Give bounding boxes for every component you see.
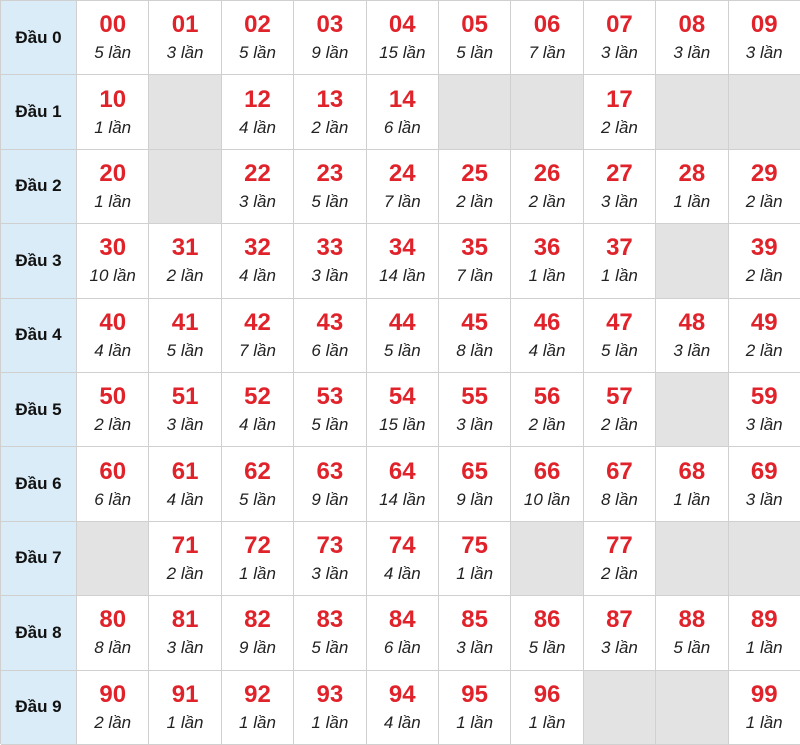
lottery-number: 75: [461, 531, 488, 559]
row-header: Đầu 6: [1, 447, 77, 521]
number-cell: [584, 299, 656, 373]
empty-cell: [439, 75, 511, 149]
number-cell: [439, 596, 511, 670]
frequency-count: 14 lần: [379, 489, 426, 509]
frequency-count: 5 lần: [383, 340, 421, 360]
number-cell: [656, 150, 728, 224]
frequency-count: 5 lần: [600, 340, 638, 360]
lottery-number: 74: [388, 531, 416, 559]
number-cell: [584, 522, 656, 596]
lottery-number: 89: [750, 606, 778, 634]
row-header: Đầu 7: [1, 522, 77, 596]
frequency-count: 6 lần: [311, 340, 349, 360]
lottery-number: 77: [606, 531, 633, 559]
number-cell: [77, 299, 149, 373]
lottery-number: 91: [171, 680, 199, 708]
lottery-number: 48: [678, 308, 706, 336]
number-cell: [729, 596, 800, 670]
lottery-number: 24: [388, 159, 416, 187]
number-cell: [294, 522, 366, 596]
lottery-number: 44: [388, 308, 416, 336]
lottery-number: 69: [750, 457, 778, 485]
empty-cell: [729, 75, 800, 149]
number-cell: [77, 150, 149, 224]
number-cell: [294, 596, 366, 670]
number-cell: [511, 299, 583, 373]
number-cell: [222, 299, 294, 373]
lottery-number: 01: [171, 11, 199, 39]
row-header: Đầu 8: [1, 596, 77, 670]
lottery-number: 22: [244, 159, 271, 187]
frequency-count: 1 lần: [600, 266, 638, 286]
number-cell: [294, 447, 366, 521]
frequency-count: 9 lần: [456, 489, 494, 509]
frequency-count: 5 lần: [673, 638, 711, 658]
frequency-count: 4 lần: [239, 415, 276, 435]
number-cell: [439, 671, 511, 745]
lottery-number: 13: [316, 85, 344, 113]
lottery-number: 08: [678, 11, 706, 39]
frequency-count: 7 lần: [383, 191, 421, 211]
number-cell: [294, 150, 366, 224]
empty-cell: [656, 671, 728, 745]
frequency-count: 5 lần: [94, 43, 132, 63]
lottery-number: 10: [99, 85, 127, 113]
lottery-number: 41: [171, 308, 199, 336]
number-cell: [149, 299, 221, 373]
frequency-count: 1 lần: [94, 117, 132, 137]
frequency-count: 3 lần: [311, 563, 349, 583]
lottery-number: 85: [461, 606, 488, 634]
frequency-count: 5 lần: [311, 415, 349, 435]
number-cell: [511, 373, 583, 447]
number-cell: [584, 596, 656, 670]
frequency-count: 1 lần: [528, 712, 566, 732]
lottery-number: 42: [244, 308, 271, 336]
lottery-number: 06: [533, 11, 561, 39]
number-cell: [729, 150, 800, 224]
lottery-number: 64: [388, 457, 416, 485]
number-cell: [294, 75, 366, 149]
lottery-number: 53: [316, 383, 344, 411]
lottery-number: 59: [750, 383, 778, 411]
lottery-number: 55: [461, 383, 488, 411]
number-cell: [222, 1, 294, 75]
empty-cell: [511, 522, 583, 596]
frequency-count: 1 lần: [94, 191, 132, 211]
lottery-number: 47: [606, 308, 633, 336]
lottery-number: 33: [316, 234, 344, 262]
lottery-number: 87: [606, 606, 633, 634]
number-cell: [149, 522, 221, 596]
number-cell: [367, 1, 439, 75]
lottery-number: 35: [461, 234, 488, 262]
lottery-number: 72: [244, 531, 271, 559]
frequency-count: 3 lần: [745, 415, 783, 435]
frequency-count: 6 lần: [383, 117, 421, 137]
frequency-count: 2 lần: [745, 191, 783, 211]
row-header: Đầu 0: [1, 1, 77, 75]
number-cell: [511, 671, 583, 745]
frequency-count: 1 lần: [745, 712, 783, 732]
number-cell: [222, 447, 294, 521]
number-cell: [584, 447, 656, 521]
number-cell: [222, 596, 294, 670]
lottery-number: 51: [171, 383, 199, 411]
empty-cell: [149, 150, 221, 224]
empty-cell: [656, 75, 728, 149]
lottery-number: 34: [388, 234, 416, 262]
number-cell: [439, 299, 511, 373]
frequency-count: 6 lần: [383, 638, 421, 658]
lottery-number: 14: [388, 85, 416, 113]
lottery-number: 99: [750, 680, 778, 708]
frequency-count: 5 lần: [528, 638, 566, 658]
frequency-count: 2 lần: [456, 191, 494, 211]
number-cell: [656, 1, 728, 75]
number-cell: [439, 150, 511, 224]
lottery-number: 03: [316, 11, 344, 39]
lottery-number: 50: [99, 383, 127, 411]
lottery-number: 63: [316, 457, 344, 485]
frequency-count: 4 lần: [383, 712, 421, 732]
lottery-number: 86: [533, 606, 561, 634]
frequency-count: 10 lần: [523, 489, 571, 509]
frequency-count: 1 lần: [166, 712, 204, 732]
lottery-number: 54: [388, 383, 416, 411]
lottery-number: 37: [606, 234, 633, 262]
frequency-count: 3 lần: [239, 191, 276, 211]
lottery-number: 81: [171, 606, 199, 634]
frequency-count: 3 lần: [673, 43, 711, 63]
number-cell: [294, 671, 366, 745]
frequency-count: 3 lần: [166, 638, 204, 658]
number-cell: [367, 447, 439, 521]
lottery-number: 49: [750, 308, 778, 336]
lottery-number: 83: [316, 606, 344, 634]
frequency-count: 14 lần: [379, 266, 426, 286]
frequency-count: 4 lần: [166, 489, 204, 509]
number-cell: [656, 299, 728, 373]
lottery-number: 61: [171, 457, 199, 485]
frequency-count: 1 lần: [239, 712, 276, 732]
row-header: Đầu 3: [1, 224, 77, 298]
lottery-number: 40: [99, 308, 127, 336]
frequency-count: 3 lần: [456, 638, 494, 658]
lottery-number: 68: [678, 457, 706, 485]
lottery-number: 90: [99, 680, 127, 708]
number-cell: [656, 596, 728, 670]
number-cell: [77, 596, 149, 670]
frequency-count: 3 lần: [600, 638, 638, 658]
frequency-count: 1 lần: [673, 489, 711, 509]
number-cell: [294, 373, 366, 447]
lottery-number: 12: [244, 85, 271, 113]
frequency-count: 10 lần: [89, 266, 136, 286]
lottery-number: 46: [533, 308, 561, 336]
frequency-count: 3 lần: [600, 43, 638, 63]
number-cell: [294, 224, 366, 298]
number-cell: [222, 150, 294, 224]
frequency-count: 2 lần: [528, 415, 566, 435]
number-cell: [511, 447, 583, 521]
lottery-number: 65: [461, 457, 488, 485]
number-cell: [439, 522, 511, 596]
number-cell: [656, 447, 728, 521]
lottery-number: 88: [678, 606, 706, 634]
lottery-number: 09: [750, 11, 778, 39]
frequency-count: 2 lần: [745, 266, 783, 286]
row-header: Đầu 5: [1, 373, 77, 447]
number-cell: [439, 373, 511, 447]
frequency-count: 4 lần: [94, 340, 132, 360]
frequency-count: 3 lần: [745, 43, 783, 63]
lottery-number: 96: [533, 680, 561, 708]
lottery-number: 02: [244, 11, 271, 39]
frequency-count: 5 lần: [239, 43, 276, 63]
number-cell: [367, 150, 439, 224]
number-cell: [729, 224, 800, 298]
frequency-count: 2 lần: [528, 191, 566, 211]
row-header: Đầu 2: [1, 150, 77, 224]
lottery-number: 82: [244, 606, 271, 634]
lottery-number: 29: [750, 159, 778, 187]
number-cell: [439, 1, 511, 75]
frequency-count: 5 lần: [166, 340, 204, 360]
number-cell: [511, 224, 583, 298]
frequency-count: 2 lần: [166, 266, 204, 286]
lottery-number: 80: [99, 606, 127, 634]
lottery-number: 84: [388, 606, 416, 634]
frequency-count: 15 lần: [379, 43, 426, 63]
lottery-number: 20: [99, 159, 127, 187]
number-cell: [367, 224, 439, 298]
number-cell: [367, 373, 439, 447]
frequency-count: 5 lần: [239, 489, 276, 509]
empty-cell: [729, 522, 800, 596]
frequency-count: 3 lần: [600, 191, 638, 211]
frequency-count: 2 lần: [94, 712, 132, 732]
lottery-number: 26: [533, 159, 561, 187]
number-cell: [439, 224, 511, 298]
lottery-number: 17: [606, 85, 633, 113]
number-cell: [222, 671, 294, 745]
number-cell: [367, 299, 439, 373]
frequency-count: 1 lần: [311, 712, 349, 732]
frequency-count: 1 lần: [673, 191, 711, 211]
number-cell: [149, 671, 221, 745]
frequency-count: 9 lần: [311, 489, 349, 509]
frequency-count: 4 lần: [528, 340, 566, 360]
frequency-count: 3 lần: [311, 266, 349, 286]
lottery-number: 95: [461, 680, 488, 708]
lottery-number: 27: [606, 159, 633, 187]
number-cell: [77, 671, 149, 745]
frequency-count: 5 lần: [456, 43, 494, 63]
lottery-number: 31: [171, 234, 199, 262]
frequency-count: 1 lần: [239, 563, 276, 583]
number-cell: [77, 224, 149, 298]
number-cell: [439, 447, 511, 521]
frequency-count: 7 lần: [456, 266, 494, 286]
lottery-number: 32: [244, 234, 271, 262]
number-cell: [367, 671, 439, 745]
empty-cell: [149, 75, 221, 149]
number-cell: [367, 596, 439, 670]
lottery-number: 45: [461, 308, 488, 336]
frequency-count: 3 lần: [673, 340, 711, 360]
lottery-number: 94: [388, 680, 416, 708]
frequency-count: 2 lần: [600, 563, 638, 583]
frequency-count: 4 lần: [239, 117, 276, 137]
frequency-count: 2 lần: [600, 415, 638, 435]
frequency-count: 2 lần: [745, 340, 783, 360]
row-header: Đầu 9: [1, 671, 77, 745]
lottery-number: 73: [316, 531, 344, 559]
lottery-number: 39: [750, 234, 778, 262]
lottery-number: 67: [606, 457, 633, 485]
number-cell: [367, 75, 439, 149]
lottery-number: 23: [316, 159, 344, 187]
lottery-number: 66: [533, 457, 561, 485]
number-cell: [511, 596, 583, 670]
number-cell: [584, 224, 656, 298]
number-cell: [294, 299, 366, 373]
lottery-number: 92: [244, 680, 271, 708]
frequency-count: 7 lần: [528, 43, 566, 63]
frequency-count: 5 lần: [311, 638, 349, 658]
lottery-number: 04: [388, 11, 416, 39]
frequency-count: 8 lần: [600, 489, 638, 509]
frequency-count: 2 lần: [166, 563, 204, 583]
lottery-number: 30: [99, 234, 127, 262]
number-cell: [584, 1, 656, 75]
lottery-number: 71: [171, 531, 199, 559]
frequency-count: 15 lần: [379, 415, 426, 435]
frequency-count: 2 lần: [94, 415, 132, 435]
lottery-number: 57: [606, 383, 633, 411]
frequency-count: 1 lần: [456, 712, 494, 732]
lottery-number: 25: [461, 159, 488, 187]
lottery-number: 43: [316, 308, 344, 336]
lottery-number: 62: [244, 457, 271, 485]
empty-cell: [656, 522, 728, 596]
number-cell: [294, 1, 366, 75]
empty-cell: [511, 75, 583, 149]
number-cell: [149, 447, 221, 521]
lottery-number: 28: [678, 159, 706, 187]
number-cell: [77, 373, 149, 447]
number-cell: [367, 522, 439, 596]
number-cell: [149, 596, 221, 670]
number-cell: [149, 373, 221, 447]
frequency-count: 3 lần: [166, 43, 204, 63]
row-header: Đầu 4: [1, 299, 77, 373]
lottery-number: 52: [244, 383, 271, 411]
frequency-count: 7 lần: [239, 340, 276, 360]
number-cell: [584, 75, 656, 149]
number-cell: [222, 224, 294, 298]
lottery-number: 60: [99, 457, 127, 485]
frequency-count: 8 lần: [456, 340, 494, 360]
lottery-number: 05: [461, 11, 488, 39]
empty-cell: [656, 373, 728, 447]
lottery-number: 56: [533, 383, 561, 411]
lottery-number: 36: [533, 234, 561, 262]
number-cell: [222, 373, 294, 447]
frequency-count: 3 lần: [745, 489, 783, 509]
number-cell: [149, 1, 221, 75]
empty-cell: [584, 671, 656, 745]
empty-cell: [77, 522, 149, 596]
frequency-count: 2 lần: [600, 117, 638, 137]
number-cell: [149, 224, 221, 298]
frequency-count: 6 lần: [94, 489, 132, 509]
number-cell: [77, 1, 149, 75]
frequency-count: 4 lần: [383, 563, 421, 583]
frequency-count: 1 lần: [745, 638, 783, 658]
number-cell: [222, 522, 294, 596]
number-cell: [511, 1, 583, 75]
frequency-count: 8 lần: [94, 638, 132, 658]
number-cell: [77, 447, 149, 521]
empty-cell: [656, 224, 728, 298]
number-cell: [584, 373, 656, 447]
frequency-count: 3 lần: [456, 415, 494, 435]
number-cell: [729, 299, 800, 373]
lottery-number: 93: [316, 680, 344, 708]
frequency-count: 9 lần: [239, 638, 276, 658]
number-cell: [729, 447, 800, 521]
number-cell: [511, 150, 583, 224]
frequency-count: 5 lần: [311, 191, 349, 211]
number-cell: [222, 75, 294, 149]
number-cell: [729, 373, 800, 447]
number-cell: [729, 671, 800, 745]
frequency-count: 3 lần: [166, 415, 204, 435]
number-cell: [729, 1, 800, 75]
lottery-number: 07: [606, 11, 633, 39]
frequency-count: 1 lần: [456, 563, 494, 583]
frequency-count: 1 lần: [528, 266, 566, 286]
lottery-number: 00: [99, 11, 127, 39]
frequency-count: 4 lần: [239, 266, 276, 286]
row-header: Đầu 1: [1, 75, 77, 149]
number-cell: [77, 75, 149, 149]
frequency-count: 2 lần: [311, 117, 349, 137]
frequency-count: 9 lần: [311, 43, 349, 63]
number-cell: [584, 150, 656, 224]
